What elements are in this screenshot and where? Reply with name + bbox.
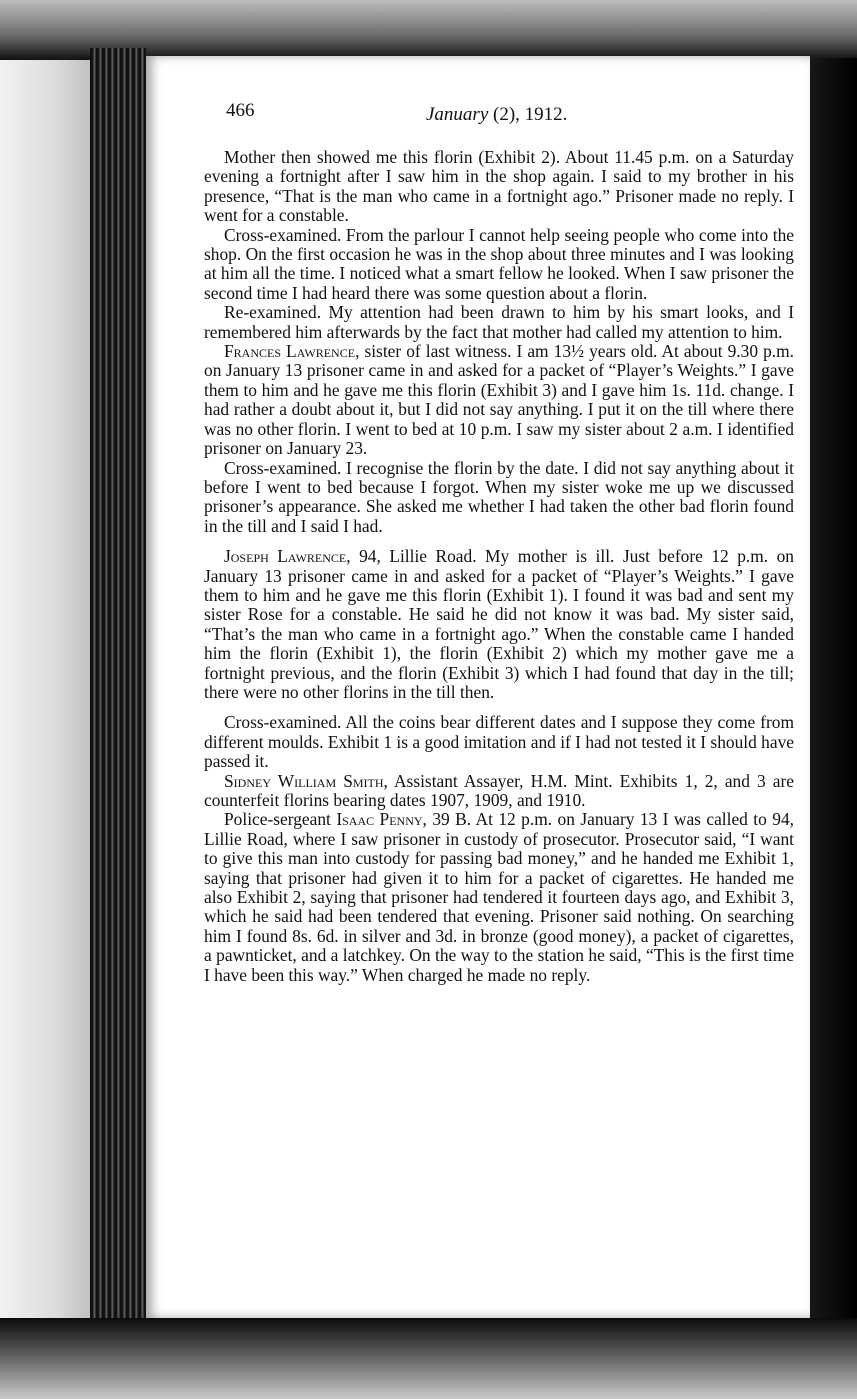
page-number: 466 bbox=[226, 100, 255, 121]
witness-name: Frances Lawrence bbox=[224, 341, 356, 362]
running-head bbox=[426, 104, 567, 126]
book-spine bbox=[90, 48, 146, 1318]
witness-name: Joseph Lawrence bbox=[224, 546, 347, 567]
background-left bbox=[0, 0, 92, 1399]
page-edge-right bbox=[806, 58, 857, 1320]
testimony-text: , Assistant Assayer, H.M. Mint. Exhibits 1, 2, and 3 are counterfeit florins bearing dates 1907, 1909, and 1910. bbox=[204, 770, 794, 810]
paragraph bbox=[204, 772, 794, 811]
witness-name: Isaac Penny bbox=[336, 809, 423, 830]
witness-title: Police-sergeant bbox=[224, 809, 337, 830]
testimony-text: , 94, Lillie Road. My mother is ill. Just before 12 p.m. on January 13 prisoner came in and asked for a packet of “Player’s Weights.” I gave them to him and he gave me this florin (Exhibit 1). I found it was bad and sent my sister Rose for a constable. He said he did not know it was bad. My sister said, “That’s the man who came in a fortnight ago.” When the constable came I handed him the florin (Exhibit 1), the florin (Exhibit 2) which my mother gave me a fortnight previous, and the florin (Exhibit 3) which I had found that day in the till; there were no other florins in the till then. bbox=[204, 546, 794, 702]
paragraph bbox=[204, 547, 794, 702]
paragraph: Re-examined. My attention had been drawn to him by his smart looks, and I remembered him afterwards by the fact that mother had called my attention to him. bbox=[204, 302, 794, 342]
page-header bbox=[226, 100, 726, 130]
paragraph bbox=[204, 810, 794, 985]
book-page bbox=[146, 56, 810, 1318]
running-head-date: (2), 1912. bbox=[488, 104, 568, 125]
testimony-text: , 39 B. At 12 p.m. on January 13 I was called to 94, Lillie Road, where I saw prisoner in custody of prosecutor. Prosecutor said, “I want to give this man into custody for passing bad money,” and he handed me Exhibit 1, saying that prisoner had given it to him for a packet of cigarettes. He handed me also Exhibit 2, saying that prisoner had tendered it fourteen days ago, and Exhibit 3, which he said had been tendered that evening. Prisoner said nothing. On searching him I found 8s. 6d. in silver and 3d. in bronze (good money), a packet of cigarettes, a pawnticket, and a latchkey. On the way to the station he said, “This is the first time I have been this way.” When charged he made no reply. bbox=[204, 809, 794, 985]
paragraph: Mother then showed me this florin (Exhibit 2). About 11.45 p.m. on a Saturday evening a fortnight after I saw him in the shop again. I said to my brother in his presence, “That is the man who came in a fortnight ago.” Prisoner made no reply. I went for a constable. bbox=[204, 147, 794, 226]
body-text bbox=[204, 148, 794, 985]
running-head-month: January bbox=[426, 104, 489, 125]
paragraph bbox=[204, 342, 794, 458]
witness-name: Sidney William Smith bbox=[224, 770, 384, 791]
paragraph: Cross-examined. All the coins bear different dates and I suppose they come from different moulds. Exhibit 1 is a good imitation and if I had not tested it I should have passed it. bbox=[204, 712, 794, 772]
paragraph: Cross-examined. From the parlour I cannot help seeing people who come into the shop. On the first occasion he was in the shop about three minutes and I was looking at him all the time. I noticed what a smart fellow he looked. When I saw prisoner the second time I had heard there was some question about a florin. bbox=[204, 224, 794, 303]
scan-border-bottom bbox=[0, 1318, 857, 1399]
paragraph: Cross-examined. I recognise the florin by the date. I did not say anything about it before I went to bed because I forgot. When my sister woke me up we discussed prisoner’s appearance. She asked me whether I had taken the other bad florin found in the till and I said I had. bbox=[204, 457, 794, 536]
testimony-text: , sister of last witness. I am 13½ years old. At about 9.30 p.m. on January 13 prisoner came in and asked for a packet of “Player’s Weights.” I gave them to him and he gave me this florin (Exhibit 3) and I gave him 1s. 11d. change. I had rather a doubt about it, but I did not say anything. I put it on the till where there was no other florin. I went to bed at 10 p.m. I saw my sister about 2 a.m. I identified prisoner on January 23. bbox=[204, 341, 794, 459]
